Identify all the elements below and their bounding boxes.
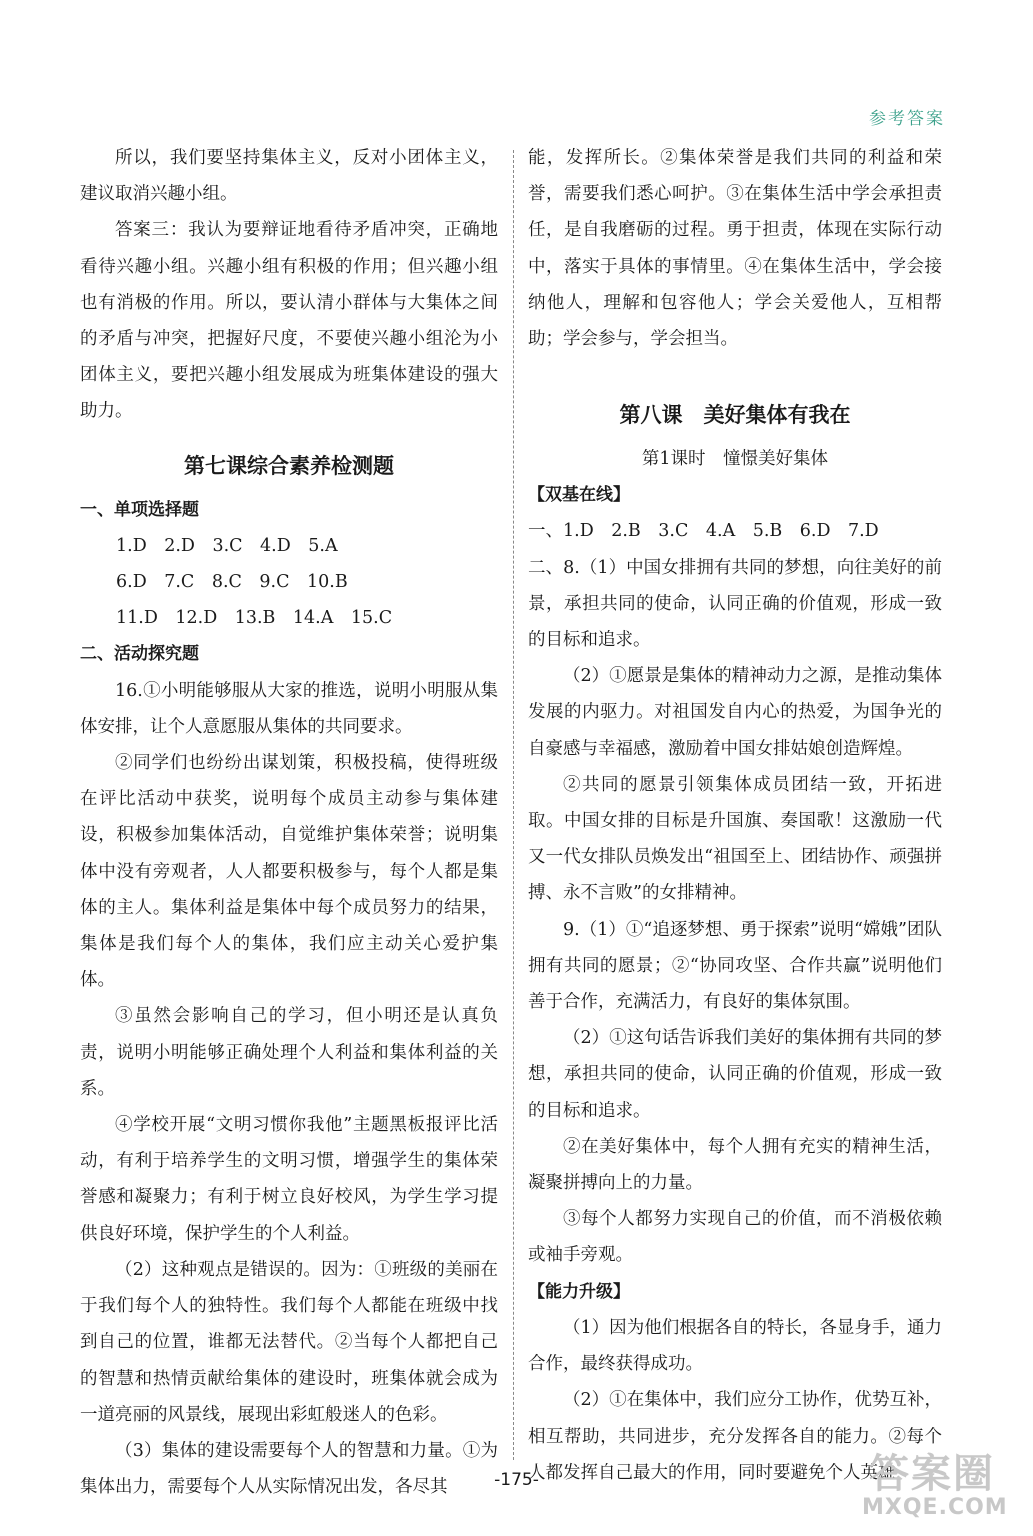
section-heading: 【能力升级】 — [528, 1281, 630, 1302]
section-title: 第七课综合素养检测题 — [184, 453, 394, 478]
left-column — [80, 140, 498, 1505]
watermark-text: 答案圈 — [869, 1451, 995, 1497]
paragraph: ③每个人都努力实现自己的价值，而不消极依赖或袖手旁观。 — [528, 1209, 942, 1266]
paragraph: ②同学们也纷纷出谋划策，积极投稿，使得班级在评比活动中获奖，说明每个成员主动参与集体建设，积极参加集体活动，自觉维护集体荣誉；说明集体中没有旁观者，人人都要积极参与，每个人都是集体的主人。集体利益是集体中每个成员努力的结果，集体是我们每个人的集体，我们应主动关心爱护集体。 — [80, 753, 498, 991]
section-heading: 一、单项选择题 — [80, 499, 199, 520]
watermark-logo — [862, 1451, 1008, 1522]
section-heading: 二、活动探究题 — [80, 644, 199, 665]
paragraph: 答案三：我认为要辩证地看待矛盾冲突，正确地看待兴趣小组。兴趣小组有积极的作用；但兴趣小组也有消极的作用。所以，要认清小群体与大集体之间的矛盾与冲突，把握好尺度，不要使兴趣小组沦为小团体主义，要把兴趣小组发展成为班集体建设的强大助力。 — [80, 220, 498, 422]
paragraph: ④学校开展“文明习惯你我他”主题黑板报评比活动，有利于培养学生的文明习惯，增强学生的集体荣誉感和凝聚力；有利于树立良好校风，为学生学习提供良好环境，保护学生的个人利益。 — [80, 1115, 498, 1244]
page-number: -175- — [494, 1470, 539, 1490]
running-header: 参考答案 — [869, 109, 945, 129]
section-heading: 【双基在线】 — [528, 485, 630, 506]
paragraph: 二、8.（1）中国女排拥有共同的梦想，向往美好的前景，承担共同的使命，认同正确的价值观，形成一致的目标和追求。 — [528, 557, 942, 651]
paragraph: ②共同的愿景引领集体成员团结一致，开拓进取。中国女排的目标是升国旗、奏国歌！这激励一代又一代女排队员焕发出“祖国至上、团结协作、顽强拼搏、永不言败”的女排精神。 — [528, 774, 942, 904]
paragraph: ②在美好集体中，每个人拥有充实的精神生活，凝聚拼搏向上的力量。 — [528, 1136, 942, 1194]
paragraph: （2）①在集体中，我们应分工协作，优势互补，相互帮助，共同进步，充分发挥各自的能力。②每个人都发挥自己最大的作用，同时要避免个人英雄 — [528, 1390, 942, 1483]
right-column — [528, 140, 942, 1491]
answer-line: 11.D 12.D 13.B 14.A 15.C — [116, 608, 393, 629]
paragraph: 9.（1）①“追逐梦想、勇于探索”说明“嫦娥”团队拥有共同的愿景；②“协同攻坚、合作共赢”说明他们善于合作，充满活力，有良好的集体氛围。 — [528, 919, 942, 1013]
spacer — [528, 357, 942, 379]
paragraph: （2）①愿景是集体的精神动力之源，是推动集体发展的内驱力。对祖国发自内心的热爱，为国争光的自豪感与幸福感，激励着中国女排姑娘创造辉煌。 — [528, 666, 942, 759]
lesson-title: 第八课 美好集体有我在 — [619, 403, 851, 428]
paragraph: （2）这种观点是错误的。因为：①班级的美丽在于我们每个人的独特性。我们每个人都能在班级中找到自己的位置，谁都无法替代。②当每个人都把自己的智慧和热情贡献给集体的建设时，班集体就会成为一道亮丽的风景线，展现出彩虹般迷人的色彩。 — [80, 1259, 498, 1425]
paragraph: 能，发挥所长。②集体荣誉是我们共同的利益和荣誉，需要我们悉心呵护。③在集体生活中学会承担责任，是自我磨砺的过程。勇于担责，体现在实际行动中，落实于具体的事情里。④在集体生活中，学会接纳他人，理解和包容他人；学会关爱他人，互相帮助；学会参与，学会担当。 — [528, 148, 942, 350]
paragraph: （2）①这句话告诉我们美好的集体拥有共同的梦想，承担共同的使命，认同正确的价值观，形成一致的目标和追求。 — [528, 1028, 942, 1121]
answer-line: 1.D 2.D 3.C 4.D 5.A — [116, 535, 338, 556]
column-divider — [513, 150, 514, 1460]
watermark-url: MXQE.COM — [862, 1495, 1008, 1520]
answer-line: 一、1.D 2.B 3.C 4.A 5.B 6.D 7.D — [528, 521, 879, 542]
paragraph: ③虽然会影响自己的学习，但小明还是认真负责，说明小明能够正确处理个人利益和集体利益的关系。 — [80, 1006, 498, 1099]
lesson-subtitle: 第1课时 憧憬美好集体 — [641, 449, 829, 470]
answer-line: 6.D 7.C 8.C 9.C 10.B — [116, 572, 348, 593]
paragraph: （1）因为他们根据各自的特长，各显身手，通力合作，最终获得成功。 — [528, 1317, 942, 1375]
paragraph: 16.①小明能够服从大家的推选，说明小明服从集体安排，让个人意愿服从集体的共同要求。 — [80, 680, 498, 737]
paragraph: （3）集体的建设需要每个人的智慧和力量。①为集体出力，需要每个人从实际情况出发，各尽其 — [80, 1440, 498, 1498]
paragraph: 所以，我们要坚持集体主义，反对小团体主义，建议取消兴趣小组。 — [80, 148, 498, 205]
